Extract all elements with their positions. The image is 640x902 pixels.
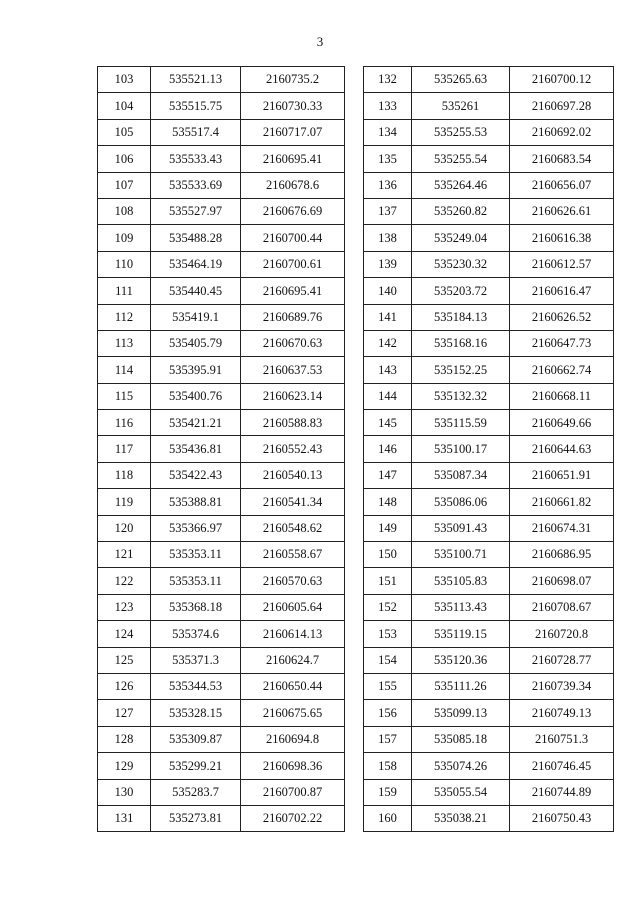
point-number-cell: 108 xyxy=(98,198,151,224)
point-number-cell: 154 xyxy=(364,647,412,673)
x-coordinate-cell: 535421.21 xyxy=(151,410,241,436)
x-coordinate-cell: 535353.11 xyxy=(151,568,241,594)
y-coordinate-cell: 2160541.34 xyxy=(241,489,345,515)
point-number-cell: 134 xyxy=(364,119,412,145)
point-number-cell: 151 xyxy=(364,568,412,594)
table-row xyxy=(364,673,614,699)
point-number-cell: 115 xyxy=(98,383,151,409)
point-number-cell: 133 xyxy=(364,93,412,119)
page-number: 3 xyxy=(316,34,324,49)
y-coordinate-cell: 2160674.31 xyxy=(510,515,614,541)
table-row xyxy=(98,673,345,699)
y-coordinate-cell: 2160700.61 xyxy=(241,251,345,277)
point-number-cell: 131 xyxy=(98,805,151,831)
point-number-cell: 118 xyxy=(98,462,151,488)
x-coordinate-cell: 535100.71 xyxy=(412,542,510,568)
point-number-cell: 149 xyxy=(364,515,412,541)
x-coordinate-cell: 535264.46 xyxy=(412,172,510,198)
table-row xyxy=(364,779,614,805)
point-number-cell: 138 xyxy=(364,225,412,251)
y-coordinate-cell: 2160668.11 xyxy=(510,383,614,409)
y-coordinate-cell: 2160717.07 xyxy=(241,119,345,145)
table-row xyxy=(364,805,614,831)
y-coordinate-cell: 2160678.6 xyxy=(241,172,345,198)
table-row xyxy=(364,278,614,304)
table-row xyxy=(364,93,614,119)
table-row xyxy=(364,436,614,462)
point-number-cell: 128 xyxy=(98,726,151,752)
y-coordinate-cell: 2160750.43 xyxy=(510,805,614,831)
x-coordinate-cell: 535283.7 xyxy=(151,779,241,805)
x-coordinate-cell: 535168.16 xyxy=(412,330,510,356)
point-number-cell: 122 xyxy=(98,568,151,594)
y-coordinate-cell: 2160656.07 xyxy=(510,172,614,198)
y-coordinate-cell: 2160702.22 xyxy=(241,805,345,831)
table-row xyxy=(98,93,345,119)
x-coordinate-cell: 535368.18 xyxy=(151,594,241,620)
y-coordinate-cell: 2160647.73 xyxy=(510,330,614,356)
x-coordinate-cell: 535344.53 xyxy=(151,673,241,699)
point-number-cell: 159 xyxy=(364,779,412,805)
x-coordinate-cell: 535488.28 xyxy=(151,225,241,251)
y-coordinate-cell: 2160698.36 xyxy=(241,753,345,779)
y-coordinate-cell: 2160662.74 xyxy=(510,357,614,383)
x-coordinate-cell: 535203.72 xyxy=(412,278,510,304)
x-coordinate-cell: 535230.32 xyxy=(412,251,510,277)
y-coordinate-cell: 2160548.62 xyxy=(241,515,345,541)
y-coordinate-cell: 2160749.13 xyxy=(510,700,614,726)
y-coordinate-cell: 2160614.13 xyxy=(241,621,345,647)
point-number-cell: 146 xyxy=(364,436,412,462)
table-row xyxy=(364,515,614,541)
point-number-cell: 148 xyxy=(364,489,412,515)
x-coordinate-cell: 535328.15 xyxy=(151,700,241,726)
table-row xyxy=(98,515,345,541)
point-number-cell: 104 xyxy=(98,93,151,119)
x-coordinate-cell: 535100.17 xyxy=(412,436,510,462)
x-coordinate-cell: 535422.43 xyxy=(151,462,241,488)
x-coordinate-cell: 535115.59 xyxy=(412,410,510,436)
y-coordinate-cell: 2160626.61 xyxy=(510,198,614,224)
table-row xyxy=(98,779,345,805)
point-number-cell: 119 xyxy=(98,489,151,515)
table-row xyxy=(364,357,614,383)
y-coordinate-cell: 2160558.67 xyxy=(241,542,345,568)
point-number-cell: 124 xyxy=(98,621,151,647)
x-coordinate-cell: 535249.04 xyxy=(412,225,510,251)
table-row xyxy=(98,383,345,409)
x-coordinate-cell: 535353.11 xyxy=(151,542,241,568)
point-number-cell: 147 xyxy=(364,462,412,488)
point-number-cell: 135 xyxy=(364,146,412,172)
point-number-cell: 156 xyxy=(364,700,412,726)
table-row xyxy=(364,489,614,515)
y-coordinate-cell: 2160695.41 xyxy=(241,146,345,172)
y-coordinate-cell: 2160570.63 xyxy=(241,568,345,594)
table-row xyxy=(98,462,345,488)
x-coordinate-cell: 535299.21 xyxy=(151,753,241,779)
y-coordinate-cell: 2160728.77 xyxy=(510,647,614,673)
point-number-cell: 107 xyxy=(98,172,151,198)
table-row xyxy=(98,726,345,752)
y-coordinate-cell: 2160697.28 xyxy=(510,93,614,119)
table-row xyxy=(364,251,614,277)
x-coordinate-cell: 535105.83 xyxy=(412,568,510,594)
y-coordinate-cell: 2160616.38 xyxy=(510,225,614,251)
point-number-cell: 152 xyxy=(364,594,412,620)
point-number-cell: 110 xyxy=(98,251,151,277)
point-number-cell: 157 xyxy=(364,726,412,752)
table-row xyxy=(364,462,614,488)
x-coordinate-cell: 535261 xyxy=(412,93,510,119)
y-coordinate-cell: 2160637.53 xyxy=(241,357,345,383)
x-coordinate-cell: 535395.91 xyxy=(151,357,241,383)
y-coordinate-cell: 2160605.64 xyxy=(241,594,345,620)
y-coordinate-cell: 2160739.34 xyxy=(510,673,614,699)
y-coordinate-cell: 2160746.45 xyxy=(510,753,614,779)
table-row xyxy=(364,753,614,779)
y-coordinate-cell: 2160626.52 xyxy=(510,304,614,330)
table-row xyxy=(98,621,345,647)
point-number-cell: 125 xyxy=(98,647,151,673)
x-coordinate-cell: 535371.3 xyxy=(151,647,241,673)
x-coordinate-cell: 535374.6 xyxy=(151,621,241,647)
table-row xyxy=(98,304,345,330)
table-row xyxy=(364,594,614,620)
table-row xyxy=(98,225,345,251)
x-coordinate-cell: 535085.18 xyxy=(412,726,510,752)
x-coordinate-cell: 535405.79 xyxy=(151,330,241,356)
y-coordinate-cell: 2160683.54 xyxy=(510,146,614,172)
y-coordinate-cell: 2160708.67 xyxy=(510,594,614,620)
point-number-cell: 103 xyxy=(98,67,151,93)
table-row xyxy=(364,225,614,251)
point-number-cell: 120 xyxy=(98,515,151,541)
y-coordinate-cell: 2160670.63 xyxy=(241,330,345,356)
y-coordinate-cell: 2160676.69 xyxy=(241,198,345,224)
y-coordinate-cell: 2160649.66 xyxy=(510,410,614,436)
y-coordinate-cell: 2160692.02 xyxy=(510,119,614,145)
point-number-cell: 137 xyxy=(364,198,412,224)
table-row xyxy=(364,621,614,647)
point-number-cell: 142 xyxy=(364,330,412,356)
point-number-cell: 140 xyxy=(364,278,412,304)
point-number-cell: 153 xyxy=(364,621,412,647)
y-coordinate-cell: 2160700.12 xyxy=(510,67,614,93)
y-coordinate-cell: 2160689.76 xyxy=(241,304,345,330)
x-coordinate-cell: 535099.13 xyxy=(412,700,510,726)
point-number-cell: 117 xyxy=(98,436,151,462)
point-number-cell: 127 xyxy=(98,700,151,726)
point-number-cell: 105 xyxy=(98,119,151,145)
table-row xyxy=(98,119,345,145)
table-row xyxy=(364,172,614,198)
x-coordinate-cell: 535533.43 xyxy=(151,146,241,172)
y-coordinate-cell: 2160751.3 xyxy=(510,726,614,752)
point-number-cell: 130 xyxy=(98,779,151,805)
table-row xyxy=(98,568,345,594)
x-coordinate-cell: 535255.54 xyxy=(412,146,510,172)
x-coordinate-cell: 535419.1 xyxy=(151,304,241,330)
y-coordinate-cell: 2160624.7 xyxy=(241,647,345,673)
table-row xyxy=(98,278,345,304)
x-coordinate-cell: 535074.26 xyxy=(412,753,510,779)
x-coordinate-cell: 535086.06 xyxy=(412,489,510,515)
x-coordinate-cell: 535091.43 xyxy=(412,515,510,541)
table-row xyxy=(98,594,345,620)
y-coordinate-cell: 2160744.89 xyxy=(510,779,614,805)
x-coordinate-cell: 535388.81 xyxy=(151,489,241,515)
table-row xyxy=(364,146,614,172)
x-coordinate-cell: 535255.53 xyxy=(412,119,510,145)
point-number-cell: 139 xyxy=(364,251,412,277)
table-row xyxy=(98,330,345,356)
y-coordinate-cell: 2160650.44 xyxy=(241,673,345,699)
table-row xyxy=(364,647,614,673)
x-coordinate-cell: 535119.15 xyxy=(412,621,510,647)
table-row xyxy=(98,700,345,726)
table-row xyxy=(98,805,345,831)
point-number-cell: 136 xyxy=(364,172,412,198)
point-number-cell: 114 xyxy=(98,357,151,383)
x-coordinate-cell: 535517.4 xyxy=(151,119,241,145)
table-row xyxy=(364,119,614,145)
point-number-cell: 141 xyxy=(364,304,412,330)
x-coordinate-cell: 535260.82 xyxy=(412,198,510,224)
x-coordinate-cell: 535113.43 xyxy=(412,594,510,620)
table-row xyxy=(364,726,614,752)
point-number-cell: 121 xyxy=(98,542,151,568)
table-row xyxy=(364,383,614,409)
x-coordinate-cell: 535400.76 xyxy=(151,383,241,409)
x-coordinate-cell: 535152.25 xyxy=(412,357,510,383)
table-row xyxy=(98,410,345,436)
x-coordinate-cell: 535366.97 xyxy=(151,515,241,541)
point-number-cell: 111 xyxy=(98,278,151,304)
point-number-cell: 143 xyxy=(364,357,412,383)
x-coordinate-cell: 535515.75 xyxy=(151,93,241,119)
y-coordinate-cell: 2160623.14 xyxy=(241,383,345,409)
y-coordinate-cell: 2160661.82 xyxy=(510,489,614,515)
y-coordinate-cell: 2160540.13 xyxy=(241,462,345,488)
y-coordinate-cell: 2160644.63 xyxy=(510,436,614,462)
x-coordinate-cell: 535527.97 xyxy=(151,198,241,224)
x-coordinate-cell: 535120.36 xyxy=(412,647,510,673)
y-coordinate-cell: 2160700.44 xyxy=(241,225,345,251)
table-row xyxy=(98,198,345,224)
table-row xyxy=(364,542,614,568)
point-number-cell: 112 xyxy=(98,304,151,330)
y-coordinate-cell: 2160698.07 xyxy=(510,568,614,594)
point-number-cell: 155 xyxy=(364,673,412,699)
x-coordinate-cell: 535521.13 xyxy=(151,67,241,93)
y-coordinate-cell: 2160651.91 xyxy=(510,462,614,488)
coordinate-table-right xyxy=(363,66,614,832)
table-row xyxy=(364,568,614,594)
x-coordinate-cell: 535436.81 xyxy=(151,436,241,462)
point-number-cell: 145 xyxy=(364,410,412,436)
y-coordinate-cell: 2160616.47 xyxy=(510,278,614,304)
x-coordinate-cell: 535087.34 xyxy=(412,462,510,488)
table-row xyxy=(98,67,345,93)
y-coordinate-cell: 2160675.65 xyxy=(241,700,345,726)
y-coordinate-cell: 2160588.83 xyxy=(241,410,345,436)
table-row xyxy=(98,753,345,779)
y-coordinate-cell: 2160694.8 xyxy=(241,726,345,752)
y-coordinate-cell: 2160735.2 xyxy=(241,67,345,93)
point-number-cell: 113 xyxy=(98,330,151,356)
table-row xyxy=(364,67,614,93)
x-coordinate-cell: 535038.21 xyxy=(412,805,510,831)
point-number-cell: 109 xyxy=(98,225,151,251)
point-number-cell: 123 xyxy=(98,594,151,620)
x-coordinate-cell: 535055.54 xyxy=(412,779,510,805)
point-number-cell: 132 xyxy=(364,67,412,93)
table-row xyxy=(98,436,345,462)
y-coordinate-cell: 2160700.87 xyxy=(241,779,345,805)
y-coordinate-cell: 2160720.8 xyxy=(510,621,614,647)
coordinate-table-left xyxy=(97,66,345,832)
x-coordinate-cell: 535309.87 xyxy=(151,726,241,752)
x-coordinate-cell: 535184.13 xyxy=(412,304,510,330)
point-number-cell: 144 xyxy=(364,383,412,409)
point-number-cell: 150 xyxy=(364,542,412,568)
point-number-cell: 160 xyxy=(364,805,412,831)
point-number-cell: 106 xyxy=(98,146,151,172)
y-coordinate-cell: 2160695.41 xyxy=(241,278,345,304)
table-row xyxy=(98,251,345,277)
table-row xyxy=(364,198,614,224)
table-row xyxy=(98,542,345,568)
table-row xyxy=(364,330,614,356)
x-coordinate-cell: 535265.63 xyxy=(412,67,510,93)
y-coordinate-cell: 2160730.33 xyxy=(241,93,345,119)
x-coordinate-cell: 535132.32 xyxy=(412,383,510,409)
y-coordinate-cell: 2160612.57 xyxy=(510,251,614,277)
table-row xyxy=(364,304,614,330)
x-coordinate-cell: 535464.19 xyxy=(151,251,241,277)
x-coordinate-cell: 535111.26 xyxy=(412,673,510,699)
point-number-cell: 129 xyxy=(98,753,151,779)
table-row xyxy=(98,357,345,383)
y-coordinate-cell: 2160552.43 xyxy=(241,436,345,462)
table-row xyxy=(98,146,345,172)
point-number-cell: 158 xyxy=(364,753,412,779)
y-coordinate-cell: 2160686.95 xyxy=(510,542,614,568)
table-row xyxy=(98,647,345,673)
table-row xyxy=(364,700,614,726)
table-row xyxy=(364,410,614,436)
point-number-cell: 126 xyxy=(98,673,151,699)
table-row xyxy=(98,489,345,515)
table-row xyxy=(98,172,345,198)
x-coordinate-cell: 535273.81 xyxy=(151,805,241,831)
point-number-cell: 116 xyxy=(98,410,151,436)
x-coordinate-cell: 535440.45 xyxy=(151,278,241,304)
x-coordinate-cell: 535533.69 xyxy=(151,172,241,198)
